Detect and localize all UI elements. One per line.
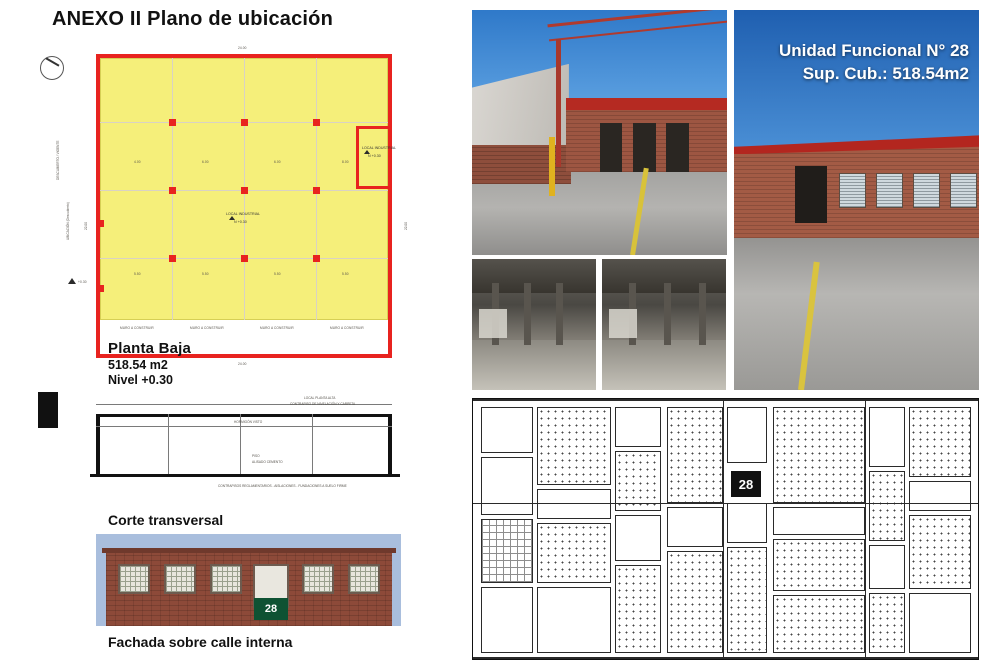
page-title: ANEXO II Plano de ubicación: [52, 8, 334, 30]
siteplan-border-line: [473, 657, 979, 659]
room-label-small-level: N +0.30: [368, 154, 381, 158]
level-marker-icon: [364, 150, 370, 154]
dimension-inner: 5.50: [274, 272, 281, 276]
left-column: [0, 0, 462, 670]
photo-caption-line2: Sup. Cub.: 518.54m2: [802, 63, 969, 83]
facade-elevation: [96, 534, 401, 626]
section-column-right: [388, 414, 392, 476]
photo-ground: [734, 230, 979, 390]
photo-red-post: [556, 39, 561, 166]
column-marker: [313, 119, 320, 126]
section-caption: Corte transversal: [108, 512, 224, 528]
column-marker: [169, 255, 176, 262]
wall-perimeter-top: [96, 54, 392, 58]
photo-gate: [600, 123, 623, 172]
photo-gate: [795, 166, 827, 223]
siteplan-grid-area: [615, 451, 661, 511]
section-drawing: [38, 392, 438, 507]
siteplan-grid-area: [773, 407, 865, 503]
dimension-inner: 6.00: [274, 160, 281, 164]
right-column: [462, 0, 989, 670]
photo-interior-left: [472, 259, 596, 390]
photo-crane-structure: [547, 10, 727, 63]
siteplan-unit-badge-28: 28: [731, 471, 761, 497]
side-note-2: UBICACIÓN (Descubierto): [66, 202, 70, 240]
photo-light-opening: [479, 309, 506, 338]
wall-note: MURO A CONSTRUIR: [120, 326, 154, 330]
section-floor: [90, 474, 400, 477]
wall-note: MURO A CONSTRUIR: [260, 326, 294, 330]
siteplan-grid-area: [869, 593, 905, 653]
section-roof: [96, 414, 392, 417]
dimension-inner: 5.50: [202, 272, 209, 276]
column-marker: [241, 187, 248, 194]
photo-light-opening: [609, 309, 636, 338]
facade-caption: Fachada sobre calle interna: [108, 634, 293, 650]
photo-gate: [633, 123, 656, 172]
siteplan-grid-area: [773, 595, 865, 653]
siteplan-block: [481, 587, 533, 653]
dimension-inner: 4.00: [134, 160, 141, 164]
floorplan-caption-level: Nivel +0.30: [108, 373, 173, 387]
level-marker-icon: [68, 278, 76, 284]
photo-red-band: [566, 98, 727, 110]
wall-perimeter-left: [96, 54, 100, 358]
section-note-floor-2: ALISADO CEMENTO: [252, 460, 283, 464]
section-footing-right: [38, 410, 58, 428]
siteplan-block: [615, 515, 661, 561]
level-mark-label: +0.30: [78, 280, 87, 284]
siteplan-block: [869, 545, 905, 589]
room-label-main-level: N +0.30: [234, 220, 247, 224]
column-marker: [169, 119, 176, 126]
photo-caption-line1: Unidad Funcional N° 28: [778, 41, 969, 60]
siteplan-block: [869, 407, 905, 467]
photo-interior-right: [602, 259, 726, 390]
section-footing-left: [38, 392, 58, 410]
photo-exterior-main: [734, 10, 979, 390]
siteplan-block: [615, 407, 661, 447]
facade-window: [118, 564, 150, 594]
photo-gate: [666, 123, 689, 172]
room-label-small: LOCAL INDUSTRIAL: [362, 146, 397, 150]
siteplan-grid-area: [537, 407, 611, 485]
photo-column: [664, 283, 671, 346]
section-note-floor-1: PISO: [252, 454, 260, 458]
siteplan-grid-area: [727, 547, 767, 653]
siteplan-block: [481, 457, 533, 515]
siteplan-grid-area: [615, 565, 661, 653]
column-marker: [313, 187, 320, 194]
siteplan-border-line: [473, 399, 979, 401]
wall-perimeter-right: [388, 54, 392, 358]
section-guide-line: [312, 414, 313, 474]
photo-exterior-corner: [472, 10, 727, 255]
photo-caption-overlay: [779, 40, 969, 86]
siteplan-grid-area: [667, 407, 723, 503]
wall-interior-bottom: [356, 186, 392, 189]
photo-ceiling: [472, 259, 596, 293]
wall-interior-top: [356, 126, 392, 129]
photo-window: [839, 173, 866, 207]
siteplan-block: [773, 507, 865, 535]
photo-column: [556, 283, 563, 346]
floorplan-caption-title: Planta Baja: [108, 340, 192, 357]
facade-roofline: [102, 548, 396, 553]
dimension-left: 22.00: [84, 222, 88, 230]
photo-floor: [472, 340, 596, 390]
dimension-right: 22.00: [404, 222, 408, 230]
section-note-top-right-1: LOCAL PLANTA ALTA: [304, 396, 336, 400]
photo-window: [876, 173, 903, 207]
column-marker: [313, 255, 320, 262]
photo-floor: [602, 340, 726, 390]
section-note-mid: HORMIGÓN VISTO: [234, 420, 263, 424]
dimension-inner: 6.00: [202, 160, 209, 164]
photo-column: [699, 283, 706, 346]
section-guide-line: [168, 414, 169, 474]
siteplan-block: [727, 407, 767, 463]
siteplan-block: [481, 407, 533, 453]
side-note-1: DESCUBIERTO / VIGENTE: [56, 140, 60, 180]
photo-yellow-bollard: [549, 137, 555, 196]
siteplan-block: [537, 489, 611, 519]
siteplan-grid-area: [869, 471, 905, 541]
wall-note: MURO A CONSTRUIR: [190, 326, 224, 330]
column-marker: [97, 285, 104, 292]
siteplan-block: [909, 593, 971, 653]
room-label-main: LOCAL INDUSTRIAL: [226, 212, 261, 216]
column-marker: [169, 187, 176, 194]
dimension-inner: 5.50: [134, 272, 141, 276]
level-marker-icon: [229, 216, 235, 220]
siteplan-block: [909, 481, 971, 511]
north-arrow-icon: [40, 56, 64, 80]
siteplan-grid-area: [537, 523, 611, 583]
section-note-bottom: CONTRAPISOS REGLAMENTARIOS - AISLACIONES - FUNDACIONES A SUELO FIRME: [218, 484, 347, 488]
column-marker: [241, 119, 248, 126]
column-marker: [241, 255, 248, 262]
facade-window: [164, 564, 196, 594]
siteplan-hatched-area: [481, 519, 533, 583]
siteplan-circulation-line: [723, 399, 724, 660]
wall-note: MURO A CONSTRUIR: [330, 326, 364, 330]
dimension-bottom: 24.00: [238, 362, 247, 366]
photo-window: [950, 173, 977, 207]
dimension-inner: 8.00: [342, 160, 349, 164]
section-column-left: [96, 414, 100, 476]
section-guide-line: [96, 426, 392, 427]
siteplan-block: [667, 507, 723, 547]
section-note-top-right-2: CONTRAPISO DE NIVELACIÓN Y CARPETA: [290, 402, 356, 406]
siteplan-grid-area: [773, 539, 865, 591]
floorplan-caption: [108, 340, 191, 387]
column-marker: [97, 220, 104, 227]
siteplan-circulation-line: [865, 399, 866, 660]
siteplan-block: [537, 587, 611, 653]
siteplan-block: [727, 503, 767, 543]
photo-window: [913, 173, 940, 207]
dimension-inner: 5.50: [342, 272, 349, 276]
photo-column: [524, 283, 531, 346]
floorplan-caption-area: 518.54 m2: [108, 358, 168, 372]
siteplan-drawing: [472, 398, 979, 660]
siteplan-grid-area: [909, 407, 971, 477]
facade-window: [210, 564, 242, 594]
facade-window: [348, 564, 380, 594]
wall-interior-vertical: [356, 126, 359, 188]
siteplan-circulation-line: [473, 503, 979, 504]
siteplan-grid-area: [667, 551, 723, 653]
facade-window: [302, 564, 334, 594]
dimension-top: 24.00: [238, 46, 247, 50]
siteplan-grid-area: [909, 515, 971, 589]
facade-unit-badge: 28: [254, 598, 288, 620]
